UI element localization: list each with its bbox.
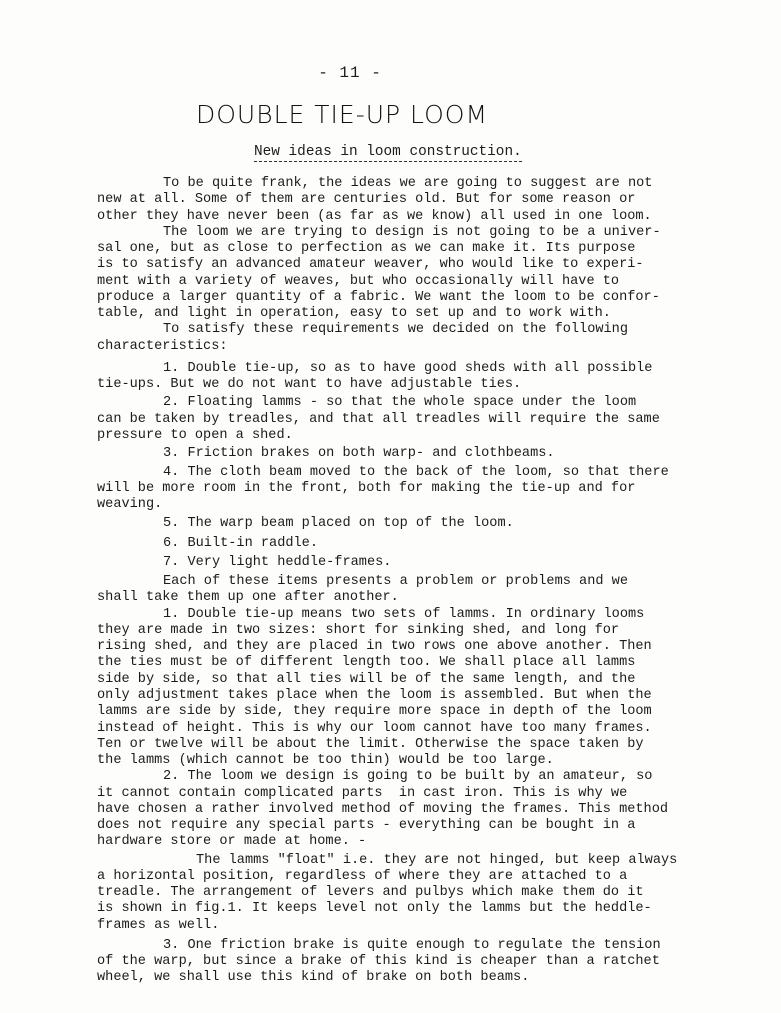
text-line: have chosen a rather involved method of moving the frames. This method bbox=[97, 801, 669, 817]
text-line: it cannot contain complicated parts in cast iron. This is why we bbox=[97, 785, 628, 801]
text-line: The lamms "float" i.e. they are not hinged, but keep always bbox=[196, 852, 678, 868]
text-line: The loom we are trying to design is not going to be a univer- bbox=[163, 224, 661, 240]
text-line: 1. Double tie-up means two sets of lamms. In ordinary looms bbox=[163, 606, 645, 622]
text-line: will be more room in the front, both for making the tie-up and for bbox=[97, 480, 636, 496]
text-line: Ten or twelve will be about the limit. Otherwise the space taken by bbox=[97, 736, 644, 752]
text-line: Each of these items presents a problem or problems and we bbox=[163, 574, 628, 590]
document-title: DOUBLE TIE-UP LOOM bbox=[196, 100, 489, 129]
text-line: the ties must be of different length too. We shall place all lamms bbox=[97, 655, 636, 671]
text-line: 7. Very light heddle-frames. bbox=[163, 554, 392, 570]
text-line: ment with a variety of weaves, but who occasionally will have to bbox=[97, 273, 620, 289]
text-line: tie-ups. But we do not want to have adjustable ties. bbox=[97, 377, 522, 393]
text-line: rising shed, and they are placed in two rows one above another. Then bbox=[97, 639, 652, 655]
text-line: To be quite frank, the ideas we are going to suggest are not bbox=[163, 176, 653, 191]
text-line: treadle. The arrangement of levers and pulbys which make them do it bbox=[97, 885, 644, 901]
text-line: does not require any special parts - everything can be bought in a bbox=[97, 818, 636, 834]
text-line: 5. The warp beam placed on top of the loom. bbox=[163, 516, 514, 532]
text-line: can be taken by treadles, and that all treadles will require the same bbox=[97, 411, 660, 427]
text-line: of the warp, but since a brake of this kind is cheaper than a ratchet bbox=[97, 954, 660, 970]
text-line: 6. Built-in raddle. bbox=[163, 535, 318, 551]
text-line: 4. The cloth beam moved to the back of the loom, so that there bbox=[163, 464, 669, 480]
text-line: hardware store or made at home. - bbox=[97, 834, 367, 850]
text-line: shall take them up one after another. bbox=[97, 590, 399, 606]
text-line: wheel, we shall use this kind of brake on both beams. bbox=[97, 970, 530, 986]
text-line: lamms are side by side, they require more space in depth of the loom bbox=[97, 704, 652, 720]
text-line: the lamms (which cannot be too thin) would be too large. bbox=[97, 753, 554, 769]
text-line: only adjustment takes place when the loom is assembled. But when the bbox=[97, 687, 652, 703]
text-line: a horizontal position, regardless of where they are attached to a bbox=[97, 868, 628, 884]
text-line: is to satisfy an advanced amateur weaver, who would like to experi- bbox=[97, 257, 644, 273]
text-line: frames as well. bbox=[97, 917, 220, 933]
body-text bbox=[0, 176, 781, 986]
text-line: sal one, but as close to perfection as we can make it. Its purpose bbox=[97, 241, 636, 257]
text-line: pressure to open a shed. bbox=[97, 427, 293, 443]
text-line: characteristics: bbox=[97, 338, 228, 354]
text-line: they are made in two sizes: short for sinking shed, and long for bbox=[97, 622, 620, 638]
text-line: produce a larger quantity of a fabric. We want the loom to be confor- bbox=[97, 289, 660, 305]
document-subtitle: New ideas in loom construction. bbox=[254, 144, 522, 160]
text-line: 2. The loom we design is going to be built by an amateur, so bbox=[163, 769, 653, 785]
text-line: 3. Friction brakes on both warp- and clothbeams. bbox=[163, 446, 555, 462]
text-line: instead of height. This is why our loom cannot have too many frames. bbox=[97, 720, 652, 736]
text-line: 1. Double tie-up, so as to have good sheds with all possible bbox=[163, 360, 653, 376]
text-line: 3. One friction brake is quite enough to regulate the tension bbox=[163, 937, 661, 953]
page-number: - 11 - bbox=[318, 64, 382, 82]
text-line: To satisfy these requirements we decided on the following bbox=[163, 322, 628, 338]
text-line: table, and light in operation, easy to set up and to work with. bbox=[97, 306, 611, 322]
text-line: other they have never been (as far as we know) all used in one loom. bbox=[97, 208, 652, 224]
text-line: side by side, so that all ties will be of the same length, and the bbox=[97, 671, 636, 687]
text-line: new at all. Some of them are centuries old. But for some reason or bbox=[97, 192, 636, 208]
text-line: is shown in fig.1. It keeps level not only the lamms but the heddle- bbox=[97, 901, 652, 917]
text-line: 2. Floating lamms - so that the whole space under the loom bbox=[163, 395, 637, 411]
text-line: weaving. bbox=[97, 497, 163, 513]
